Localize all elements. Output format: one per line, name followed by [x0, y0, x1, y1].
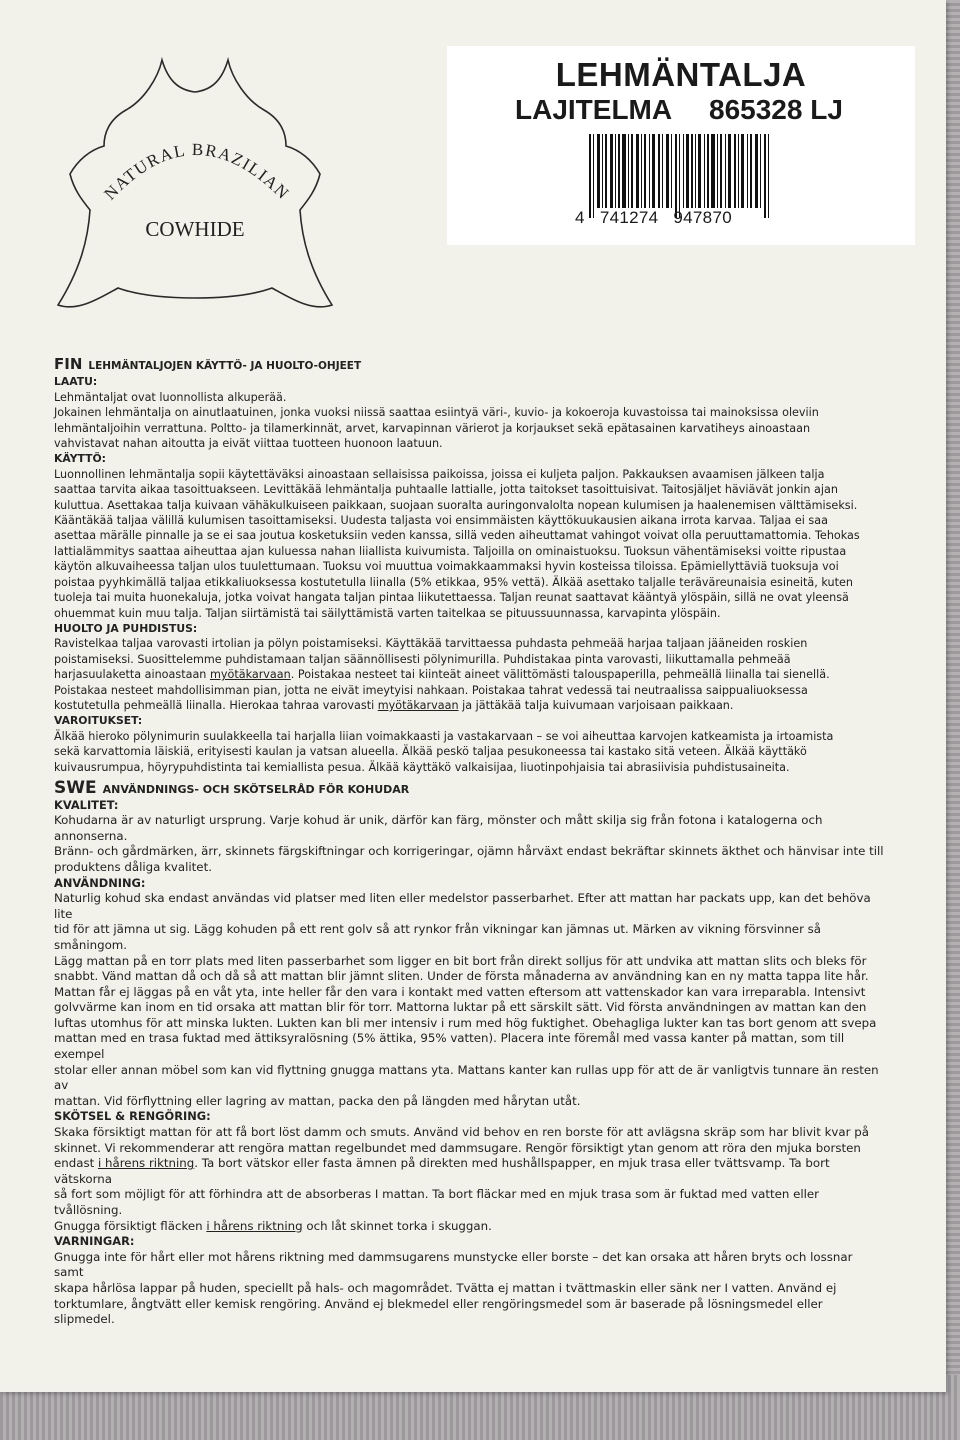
fin-care-line: Ravistelkaa taljaa varovasti irtolian ja pölyn poistamiseksi. Käyttäkää tarvittaessa puhdasta pehmeää harjaa taljaan jääneiden roskien	[54, 637, 808, 651]
fin-quality-line: Lehmäntaljat ovat luonnollista alkuperää.	[54, 390, 287, 404]
swe-quality-heading: KVALITET:	[54, 797, 119, 812]
swe-quality-line: produktens dåliga kvalitet.	[54, 859, 212, 874]
fin-care-line: poistamiseksi. Suosittelemme puhdistamaan taljan säännöllisesti pölynimurilla. Puhdistakaa pinta varovasti, liikuttamalla pehmeää	[54, 652, 791, 666]
swe-lang-code: SWE	[54, 777, 97, 798]
fin-lang-code: FIN	[54, 355, 83, 373]
fin-section-heading	[54, 357, 884, 374]
swe-section-heading	[54, 777, 884, 798]
fin-use-line: poistaa pyyhkimällä taljaa etikkaliuoksessa kostutetulla liinalla (5% etikkaa, 95% vettä). Älkää asettako taljalle teräväreunaisia esineitä, kuten	[54, 575, 853, 589]
swe-care-line: så fort som möjligt för att förhindra att de absorberas I mattan. Ta bort fläckar med en mjuk trasa som är fuktad med vatten eller tvållösning.	[54, 1187, 820, 1217]
swe-use-line: luftas utomhus för att minska lukten. Lukten kan bli mer intensiv i rum med hög fuktighet. Obehagliga lukter kan tas bort genom att svepa	[54, 1015, 877, 1030]
swe-care-line: Skaka försiktigt mattan för att få bort löst damm och smuts. Använd vid behov en ren borste för att avlägsna skräp som har blivit kvar på	[54, 1125, 869, 1140]
cowhide-logo	[50, 50, 340, 330]
fin-warning-line: sekä karvattomia läiskiä, erityisesti kaulan ja vatsan alueella. Älkää peskö taljaa pesukoneessa tai kastako sitä veteen. Älkää käyttäkö	[54, 745, 807, 759]
product-label	[447, 46, 915, 245]
fin-underlined-term: myötäkarvaan	[377, 698, 459, 712]
fin-care-line: harjasuulaketta ainoastaan myötäkarvaan. Poistakaa nesteet tai kiinteät aineet välittömästi talouspaperilla, pehmeällä liinalla tai sienellä.	[54, 668, 830, 682]
barcode-number: 4 741274 947870	[575, 208, 732, 227]
product-subtitle: LAJITELMA	[515, 94, 673, 125]
swe-warning-line: Gnugga inte för hårt eller mot hårens riktning med dammsugarens munstycke eller borste – det kan orsaka att håren bryts och lossnar samt	[54, 1249, 853, 1280]
fin-underlined-term: myötäkarvaan	[209, 668, 291, 682]
swe-care-line: Gnugga försiktigt fläcken i hårens riktning och låt skinnet torka i skuggan.	[54, 1218, 492, 1233]
swe-underlined-term: i hårens riktning	[97, 1156, 195, 1171]
fin-use-line: käytön alkuvaiheessa taljan ulos tuulettumaan. Tuoksu voi muuttua voimakkaammaksi hyvin kosteissa tiloissa. Epämiellyttäviä tuoksuja voi	[54, 560, 839, 574]
fin-warnings-heading: VAROITUKSET:	[54, 714, 143, 728]
fin-care-heading: HUOLTO JA PUHDISTUS:	[54, 621, 198, 635]
instructions-text	[54, 355, 884, 1328]
fin-warning-line: Älkää hieroko pölynimurin suulakkeella tai harjalla liian voimakkaasti ja vastakarvaan – se voi aiheuttaa karvojen katkeamista ja irtoamista	[54, 729, 834, 743]
fin-warning-line: kuivausrumpua, höyrypuhdistinta tai kemiallista pesua. Älkää käyttäkö valkaisijaa, liuotinpohjaisia tai abrasiivisia puhdistusaineita.	[54, 760, 790, 774]
logo-top-text: NATURAL BRAZILIAN	[100, 139, 294, 204]
fin-quality-line: vahvistavat nahan aitoutta ja eivät viittaa tuotteen huonoon laatuun.	[54, 437, 443, 451]
fin-quality-heading: LAATU:	[54, 375, 98, 389]
swe-underlined-term: i hårens riktning	[206, 1218, 303, 1233]
fin-use-line: kuluttua. Asettakaa talja kuivaan vähäkulkuiseen paikkaan, suojaan suoralta auringonvalolta nopean kulumisen ja haalenemisen välttämiseksi.	[54, 498, 858, 512]
swe-care-line: skinnet. Vi rekommenderar att rengöra mattan regelbundet med dammsugare. Rengör försiktigt ytan genom att röra den mjuka borsten	[54, 1140, 861, 1155]
svg-text:NATURAL BRAZILIAN	[100, 140, 293, 204]
fin-use-line: ohuemmat kuin muu talja. Taljan siirtämistä tai säilyttämistä varten taitelkaa se pituussuunnassa, karvapinta ylöspäin.	[54, 606, 721, 620]
swe-use-line: golvvärme kan inom en tid orsaka att mattan blir för torr. Mattorna luktar på ett särskilt sätt. Vid första användningen av mattan kan den	[54, 1000, 867, 1015]
swe-use-heading: ANVÄNDNING:	[54, 875, 146, 890]
logo-bottom-text: COWHIDE	[145, 217, 245, 241]
swe-section-title: ANVÄNDNINGS- OCH SKÖTSELRÅD FÖR KOHUDAR	[102, 782, 410, 796]
fin-section-title: LEHMÄNTALJOJEN KÄYTTÖ- JA HUOLTO-OHJEET	[88, 360, 362, 372]
fin-quality-line: lehmäntaljoihin verrattuna. Poltto- ja tilamerkinnät, arvet, karvapinnan värierot ja korjaukset sekä epätasainen karvatiheys ainoastaan	[54, 421, 811, 435]
fin-use-line: tuoleja tai muita huonekaluja, jotka voivat hangata taljan pintaa liikutettaessa. Taljan reunat saattavat kääntyä ylöspäin, sillä ne ovat yleensä	[54, 591, 849, 605]
fin-use-line: Luonnollinen lehmäntalja sopii käytettäväksi ainoastaan sellaisissa paikoissa, joissa ei kuljeta paljon. Pakkauksen avaamisen jälkeen talja	[54, 467, 825, 481]
swe-quality-line: Kohudarna är av naturligt ursprung. Varje kohud är unik, därför kan färg, mönster och mått skilja sig från fotona i katalogerna och annonserna.	[54, 813, 823, 843]
swe-care-line: endast i hårens riktning. Ta bort vätskor eller fasta ämnen på direkten med hushållspapper, en mjuk trasa eller tvättsvamp. Ta bort vätskorna	[54, 1156, 830, 1186]
swe-use-line: mattan med en trasa fuktad med ättiksyralösning (5% ättika, 95% vatten). Placera inte föremål med vassa kanter på mattan, som till exempel	[54, 1031, 845, 1062]
swe-use-line: snabbt. Vänd mattan då och då så att mattan blir jämnt sliten. Under de första månaderna av användning kan en ny matta tappa lite hår.	[54, 969, 869, 984]
swe-use-line: Lägg mattan på en torr plats med liten passerbarhet som ligger en bit bort från direkt solljus för att undvika att mattan slits och bleks för	[54, 953, 867, 968]
fin-care-line: kostutetulla pehmeällä liinalla. Hierokaa tahraa varovasti myötäkarvaan ja jättäkää talja kuivumaan varjoisaan paikkaan.	[54, 698, 734, 712]
fin-use-line: Kääntäkää taljaa välillä kulumisen tasoittamiseksi. Uudesta taljasta voi ensimmäisten käyttökuukausien aikana irrota karvaa. Taljaa ei saa	[54, 514, 828, 528]
barcode	[589, 134, 775, 218]
swe-warnings-heading: VARNINGAR:	[54, 1234, 135, 1249]
swe-quality-line: Bränn- och gårdmärken, ärr, skinnets färgskiftningar och korrigeringar, ojämn hårväxt endast bekräftar skinnets äkthet och hänvisar inte till	[54, 844, 884, 859]
swe-use-line: stolar eller annan möbel som kan vid flyttning gnugga mattans yta. Mattans kanter kan rullas upp för att de är vanligtvis tunnare än resten av	[54, 1062, 879, 1093]
fin-use-line: lattialämmitys saattaa aiheuttaa ajan kuluessa nahan liiallista kuivumista. Taljoilla on ominaistuoksu. Tuoksun vähentämiseksi voitte ripustaa	[54, 544, 847, 558]
fin-quality-line: Jokainen lehmäntalja on ainutlaatuinen, jonka vuoksi niissä saattaa esiintyä väri-, kuvio- ja kokoeroja kuvastoissa tai mainoksissa oleviin	[54, 406, 819, 420]
product-title: LEHMÄNTALJA	[555, 56, 807, 93]
swe-section	[54, 777, 884, 1328]
swe-use-line: Naturlig kohud ska endast användas vid platser med liten eller medelstor passerbarhet. Efter att mattan har packats upp, kan det behöva lite	[54, 891, 871, 921]
fin-use-line: saattaa tarvita aikaa tasoittuakseen. Levittäkää lehmäntalja puhtaalle lattialle, jotta taitokset tasoittuisivat. Taitosjäljet häviävät jonkin ajan	[54, 483, 838, 497]
carpet-background-right	[944, 0, 960, 1440]
fin-use-line: asettaa märälle pinnalle ja se ei saa joutua kosketuksiin veden kanssa, sillä veden aiheuttamat vahingot voivat olla peruuttamattomia. Tehokas	[54, 529, 860, 543]
swe-use-line: Mattan får ej läggas på en våt yta, inte heller får den vara i kontakt med vatten eftersom att vattenskador kan vara irreparabla. Intensivt	[54, 984, 866, 999]
swe-care-heading: SKÖTSEL & RENGÖRING:	[54, 1109, 211, 1124]
swe-use-line: mattan. Vid förflyttning eller lagring av mattan, packa den på längden med hårytan utåt.	[54, 1093, 581, 1108]
swe-warning-line: torktumlare, ångtvätt eller kemisk rengöring. Använd ej blekmedel eller rengöringsmedel som är baserade på lösningsmedel eller slipmedel.	[54, 1296, 823, 1327]
swe-use-line: tid för att jämna ut sig. Lägg kohuden på ett rent golv så att rynkor från vikningar kan jämnas ut. Märken av vikning försvinner så småningom.	[54, 922, 822, 952]
fin-care-line: Poistakaa nesteet mahdollisimman pian, jotta ne eivät imeytyisi nahkaan. Poistakaa tahrat vedessä tai neutraalissa saippualiuoksessa	[54, 683, 808, 697]
swe-warning-line: skapa hårlösa lappar på huden, speciellt på hals- och magområdet. Tvätta ej mattan i tvättmaskin eller sänk ner I vatten. Använd ej	[54, 1280, 837, 1295]
fin-use-heading: KÄYTTÖ:	[54, 452, 106, 466]
cowhide-outline-icon	[58, 60, 332, 307]
product-code: 865328 LJ	[709, 94, 843, 125]
